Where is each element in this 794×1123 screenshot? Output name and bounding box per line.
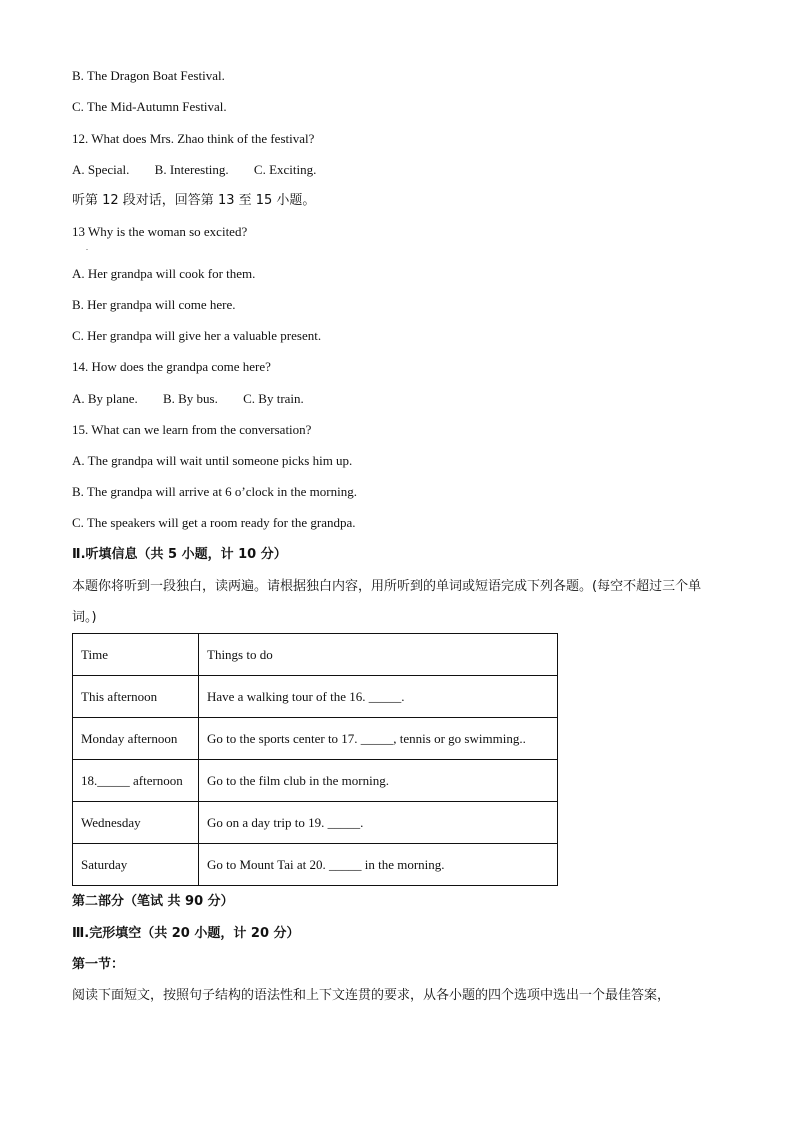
option-b: B. Interesting. (154, 162, 229, 177)
table-cell-time: Wednesday (73, 802, 199, 844)
table-cell-task: Go on a day trip to 19. _____. (199, 802, 558, 844)
table-header-cell: Time (73, 634, 199, 676)
question-13: 13 Why is the woman so excited? (72, 224, 248, 239)
question-13-option-a: A. Her grandpa will cook for them. (72, 266, 256, 281)
question-13-option-b: B. Her grandpa will come here. (72, 297, 236, 312)
question-12-options (72, 162, 338, 178)
part-2-heading: 第二部分（笔试 共 90 分） (72, 894, 234, 909)
table-cell-time: This afternoon (73, 676, 199, 718)
section-3-heading: Ⅲ.完形填空（共 20 小题，计 20 分） (72, 926, 300, 941)
table-cell-task: Go to Mount Tai at 20. _____ in the morning. (199, 844, 558, 886)
option-b: B. By bus. (162, 391, 218, 406)
section-3-instruction: 阅读下面短文，按照句子结构的语法性和上下文连贯的要求，从各小题的四个选项中选出一个最佳答案， (72, 988, 671, 1003)
question-15-option-c: C. The speakers will get a room ready for the grandpa. (72, 515, 356, 530)
table-row (73, 844, 558, 886)
question-14-options (72, 391, 326, 407)
question-14: 14. How does the grandpa come here? (72, 359, 271, 374)
question-13-option-c: C. Her grandpa will give her a valuable present. (72, 328, 322, 343)
question-15: 15. What can we learn from the conversation? (72, 422, 312, 437)
question-15-option-b: B. The grandpa will arrive at 6 o’clock in the morning. (72, 484, 357, 499)
table-cell-time: Monday afternoon (73, 718, 199, 760)
section-2-heading: Ⅱ.听填信息（共 5 小题，计 10 分） (72, 547, 287, 562)
subsection-heading: 第一节： (72, 957, 125, 972)
listening-instruction-12: 听第 12 段对话，回答第 13 至 15 小题。 (72, 193, 316, 208)
option-c: C. By train. (243, 391, 304, 406)
line-option-c-mid-autumn: C. The Mid-Autumn Festival. (72, 99, 227, 114)
option-a: A. By plane. (72, 391, 138, 406)
table-row (73, 676, 558, 718)
dot-mark: . (86, 243, 88, 252)
table-cell-task: Go to the film club in the morning. (199, 760, 558, 802)
question-12: 12. What does Mrs. Zhao think of the festival? (72, 131, 315, 146)
table-cell-time: 18._____ afternoon (73, 760, 199, 802)
table-row (73, 760, 558, 802)
table-cell-task: Have a walking tour of the 16. _____. (199, 676, 558, 718)
option-c: C. Exciting. (253, 162, 317, 177)
table-header-cell: Things to do (199, 634, 558, 676)
table-row (73, 718, 558, 760)
table-row (73, 802, 558, 844)
info-table (72, 633, 558, 886)
table-cell-time: Saturday (73, 844, 199, 886)
option-a: A. Special. (72, 162, 130, 177)
table-header-row (73, 634, 558, 676)
line-option-b-dragon-boat: B. The Dragon Boat Festival. (72, 68, 225, 83)
section-2-instruction: 本题你将听到一段独白，读两遍。请根据独白内容，用所听到的单词或短语完成下列各题。(每空不超过三个单词。) (72, 579, 702, 625)
table-cell-task: Go to the sports center to 17. _____, tennis or go swimming.. (199, 718, 558, 760)
question-15-option-a: A. The grandpa will wait until someone picks him up. (72, 453, 353, 468)
